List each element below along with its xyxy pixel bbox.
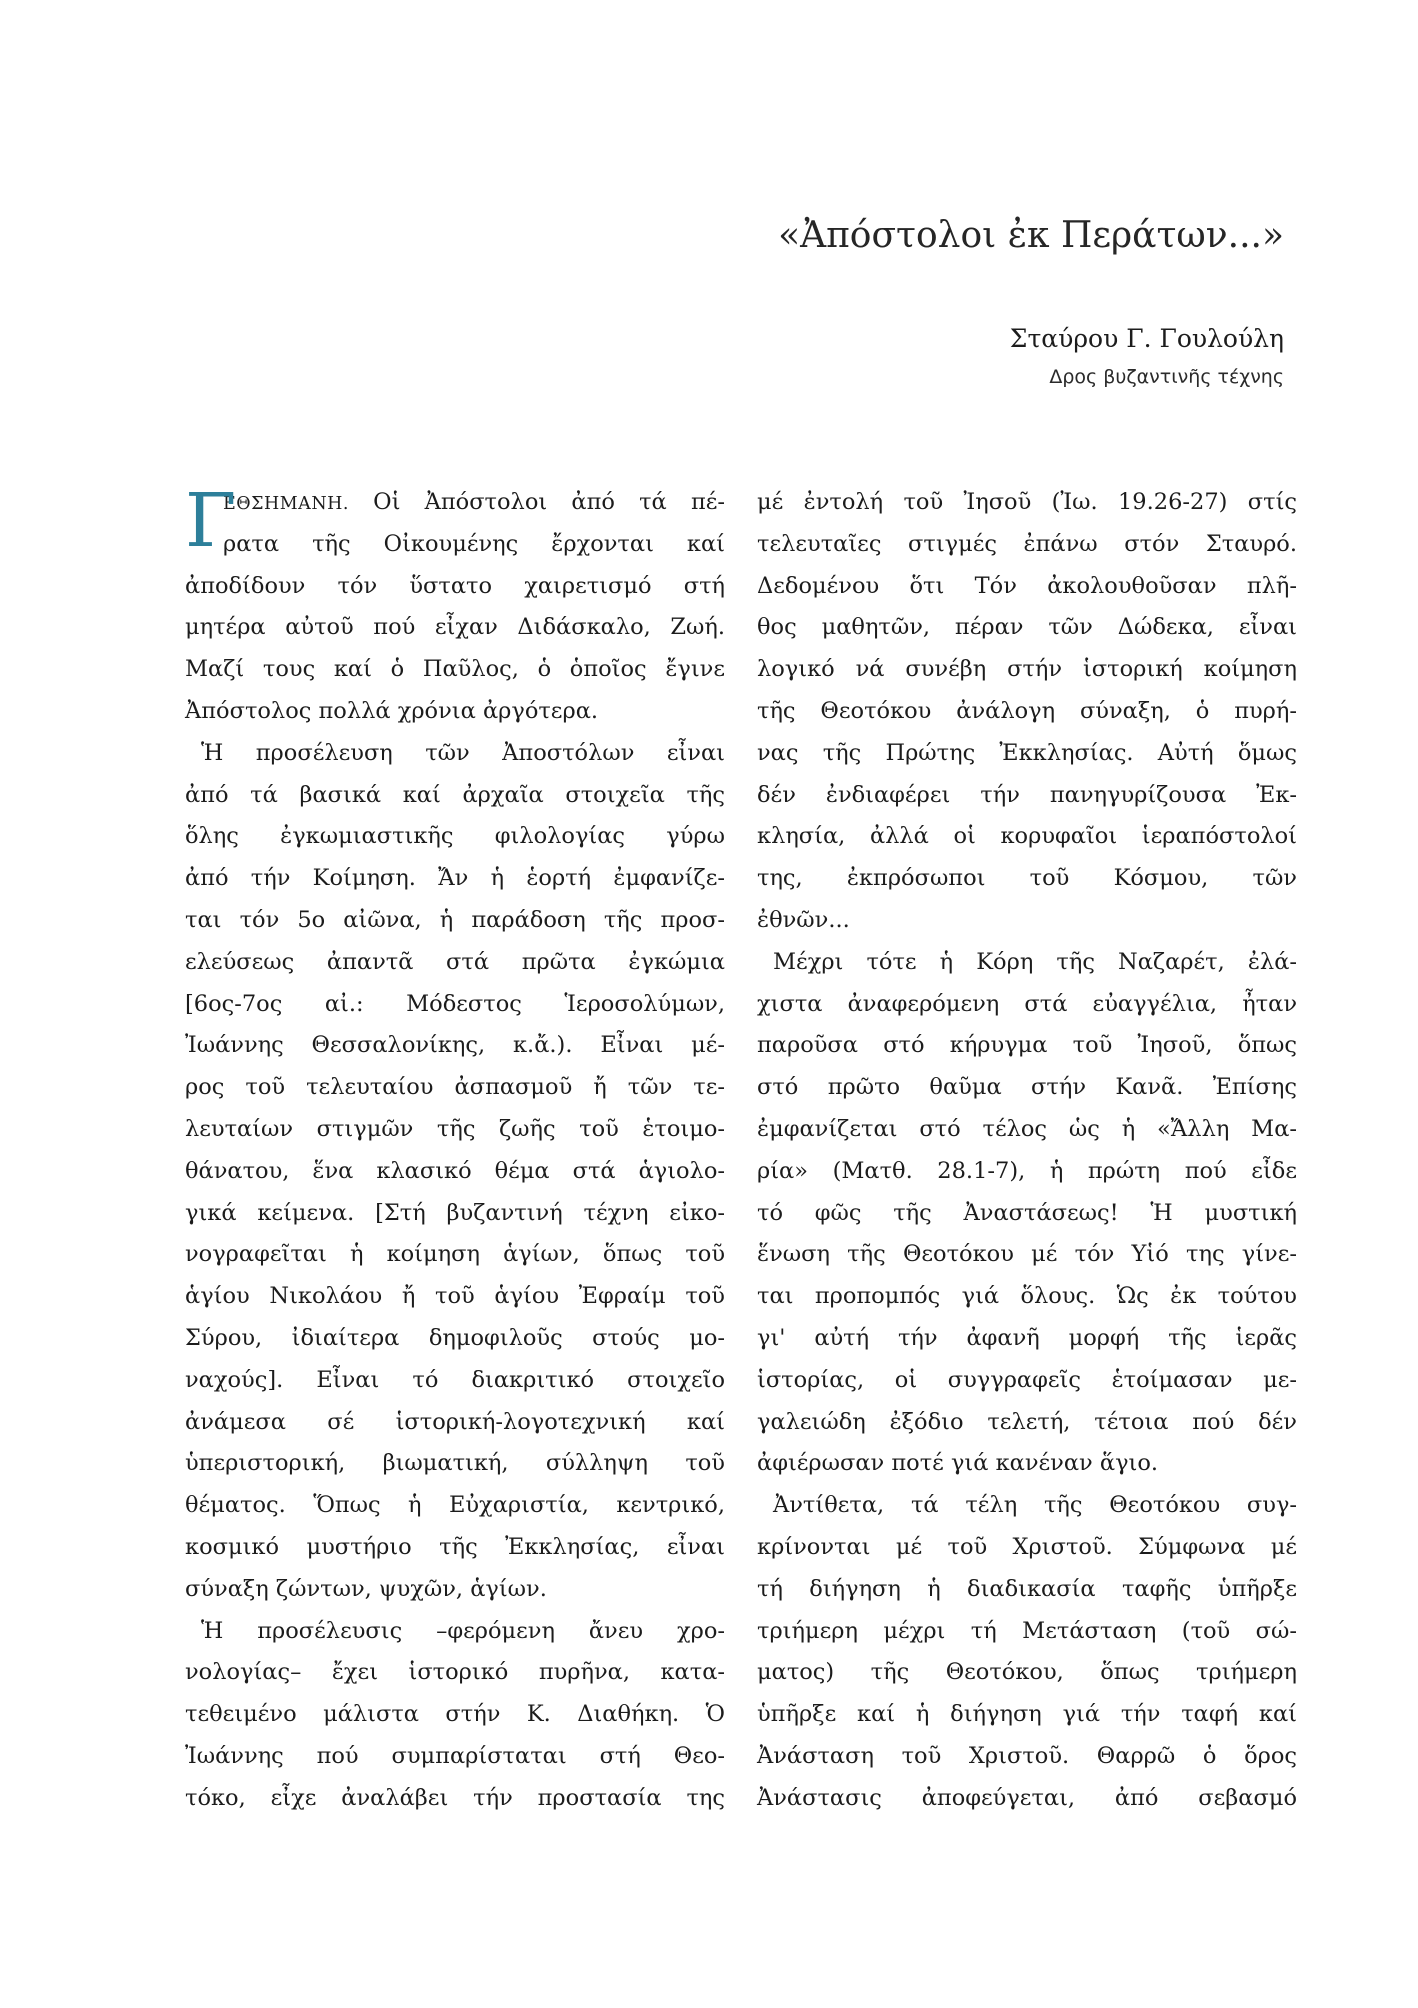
text-line: χιστα ἀναφερόμενη στά εὐαγγέλια, ἦταν (757, 990, 1297, 1017)
paragraph-3 (185, 1611, 725, 1820)
text-line: ἐθνῶν... (757, 906, 850, 933)
text-line: γικά κείμενα. [Στή βυζαντινή τέχνη εἰκο- (185, 1199, 725, 1226)
text-line: Ἀνάστασις ἀποφεύγεται, ἀπό σεβασμό (757, 1784, 1297, 1811)
text-line: τῆς Θεοτόκου ἀνάλογη σύναξη, ὁ πυρή- (757, 697, 1297, 724)
text-line: ἐμφανίζεται στό τέλος ὡς ἡ «Ἄλλη Μα- (757, 1115, 1297, 1142)
text-line: τό φῶς τῆς Ἀναστάσεως! Ἡ μυστική (757, 1199, 1297, 1226)
text-line: τή διήγηση ἡ διαδικασία ταφῆς ὑπῆρξε (757, 1575, 1297, 1602)
text-line: τόκο, εἶχε ἀναλάβει τήν προστασία της (185, 1784, 725, 1811)
text-line: λογικό νά συνέβη στήν ἱστορική κοίμηση (757, 656, 1297, 683)
text-line: ἁγίου Νικολάου ἤ τοῦ ἁγίου Ἐφραίμ τοῦ (185, 1283, 725, 1310)
text-line: μητέρα αὐτοῦ πού εἶχαν Διδάσκαλο, Ζωή. (185, 614, 725, 641)
text-line: Δεδομένου ὅτι Τόν ἀκολουθοῦσαν πλῆ- (757, 572, 1297, 599)
author-affiliation: Δρος βυζαντινῆς τέχνης (1049, 366, 1284, 388)
text-line: τεθειμένο μάλιστα στήν Κ. Διαθήκη. Ὁ (185, 1701, 725, 1728)
text-line: δέν ἐνδιαφέρει τήν πανηγυρίζουσα Ἐκ- (757, 781, 1297, 808)
text-line: τριήμερη μέχρι τή Μετάσταση (τοῦ σώ- (757, 1617, 1297, 1644)
text-line: θος μαθητῶν, πέραν τῶν Δώδεκα, εἶναι (757, 614, 1297, 641)
text-line: ὑπεριστορική, βιωματική, σύλληψη τοῦ (185, 1450, 725, 1477)
text-line: ἀφιέρωσαν ποτέ γιά κανέναν ἅγιο. (757, 1450, 1159, 1477)
text-line: τελευταῖες στιγμές ἐπάνω στόν Σταυρό. (757, 530, 1297, 557)
text-line (185, 482, 725, 524)
right-column (757, 482, 1297, 1820)
text-line: Ἰωάννης πού συμπαρίσταται στή Θεο- (185, 1742, 725, 1769)
drop-cap: Γ (185, 478, 237, 564)
small-caps-lead: ΕΘΣΗΜΑΝΗ. (223, 494, 349, 514)
text-line: νας τῆς Πρώτης Ἐκκλησίας. Αὐτή ὅμως (757, 739, 1297, 766)
text-line: Ἡ προσέλευσις –φερόμενη ἄνευ χρο- (201, 1617, 725, 1644)
text-line: Μαζί τους καί ὁ Παῦλος, ὁ ὁποῖος ἔγινε (185, 656, 725, 683)
text-line: ἀνάμεσα σέ ἱστορική-λογοτεχνική καί (185, 1408, 725, 1435)
text-line: ναχούς]. Εἶναι τό διακριτικό στοιχεῖο (185, 1366, 725, 1393)
left-column (185, 478, 725, 1820)
text-line: ελεύσεως ἀπαντᾶ στά πρῶτα ἐγκώμια (185, 948, 725, 975)
text-line: Ἰωάννης Θεσσαλονίκης, κ.ἄ.). Εἶναι μέ- (185, 1032, 725, 1059)
text-line: θέματος. Ὅπως ἡ Εὐχαριστία, κεντρικό, (185, 1492, 725, 1519)
text-line: Ἀπόστολος πολλά χρόνια ἀργότερα. (185, 697, 599, 724)
text-line: κρίνονται μέ τοῦ Χριστοῦ. Σύμφωνα μέ (757, 1533, 1297, 1560)
text-line: Ἀνάσταση τοῦ Χριστοῦ. Θαρρῶ ὁ ὅρος (757, 1742, 1297, 1769)
text-line: μέ ἐντολή τοῦ Ἰησοῦ (Ἰω. 19.26-27) στίς (757, 489, 1297, 515)
text-line: ἱστορίας, οἱ συγγραφεῖς ἑτοίμασαν με- (757, 1366, 1297, 1393)
text-line: παροῦσα στό κήρυγμα τοῦ Ἰησοῦ, ὅπως (757, 1032, 1297, 1059)
text-line: Ἀντίθετα, τά τέλη τῆς Θεοτόκου συγ- (773, 1492, 1297, 1519)
text-line: ἀποδίδουν τόν ὕστατο χαιρετισμό στή (185, 572, 725, 599)
text-line: σύναξη ζώντων, ψυχῶν, ἁγίων. (185, 1575, 547, 1602)
author-name: Σταύρου Γ. Γουλούλη (1009, 324, 1284, 353)
text-line: γι' αὐτή τήν ἀφανῆ μορφή τῆς ἱερᾶς (757, 1324, 1297, 1351)
text-line: ἀπό τήν Κοίμηση. Ἄν ἡ ἑορτή ἐμφανίζε- (185, 865, 725, 892)
text-line: της, ἐκπρόσωποι τοῦ Κόσμου, τῶν (757, 865, 1297, 892)
text-line: [6ος-7ος αἰ.: Μόδεστος Ἱεροσολύμων, (185, 990, 725, 1017)
paragraph-4 (757, 482, 1297, 942)
text-line: ρος τοῦ τελευταίου ἀσπασμοῦ ἤ τῶν τε- (185, 1074, 725, 1101)
text-run: Οἱ Ἀπόστολοι ἀπό τά πέ- (348, 489, 725, 515)
text-line: ρατα τῆς Οἰκουμένης ἔρχονται καί (223, 530, 725, 557)
text-line: στό πρῶτο θαῦμα στήν Κανᾶ. Ἐπίσης (757, 1074, 1297, 1101)
text-line: κοσμικό μυστήριο τῆς Ἐκκλησίας, εἶναι (185, 1533, 725, 1560)
text-line: ὅλης ἐγκωμιαστικῆς φιλολογίας γύρω (185, 823, 725, 850)
text-line: ται προπομπός γιά ὅλους. Ὡς ἐκ τούτου (757, 1283, 1297, 1310)
text-line: κλησία, ἀλλά οἱ κορυφαῖοι ἱεραπόστολοί (757, 823, 1297, 850)
paragraph-5 (757, 942, 1297, 1485)
paragraph-1 (185, 478, 725, 733)
text-line: νογραφεῖται ἡ κοίμηση ἁγίων, ὅπως τοῦ (185, 1241, 725, 1268)
text-line: νολογίας– ἔχει ἱστορικό πυρῆνα, κατα- (185, 1659, 725, 1686)
text-line: λευταίων στιγμῶν τῆς ζωῆς τοῦ ἑτοιμο- (185, 1115, 725, 1142)
text-line: Μέχρι τότε ἡ Κόρη τῆς Ναζαρέτ, ἐλά- (773, 948, 1297, 975)
text-line: ρία» (Ματθ. 28.1-7), ἡ πρώτη πού εἶδε (757, 1157, 1297, 1184)
article-title: «Ἀπόστολοι ἐκ Περάτων...» (778, 215, 1284, 256)
text-line: Ἡ προσέλευση τῶν Ἀποστόλων εἶναι (201, 739, 725, 766)
text-line: θάνατου, ἕνα κλασικό θέμα στά ἁγιολο- (185, 1157, 725, 1184)
text-line: ται τόν 5ο αἰῶνα, ἡ παράδοση τῆς προσ- (185, 906, 725, 933)
text-line: ὑπῆρξε καί ἡ διήγηση γιά τήν ταφή καί (757, 1701, 1297, 1728)
text-line: ἕνωση τῆς Θεοτόκου μέ τόν Υἱό της γίνε- (757, 1241, 1297, 1268)
text-line: ἀπό τά βασικά καί ἀρχαῖα στοιχεῖα τῆς (185, 781, 725, 808)
text-line: γαλειώδη ἐξόδιο τελετή, τέτοια πού δέν (757, 1408, 1297, 1435)
paragraph-6 (757, 1485, 1297, 1819)
text-line: Σύρου, ἰδιαίτερα δημοφιλοῦς στούς μο- (185, 1324, 725, 1351)
paragraph-2 (185, 733, 725, 1611)
text-line: ματος) τῆς Θεοτόκου, ὅπως τριήμερη (757, 1659, 1297, 1686)
